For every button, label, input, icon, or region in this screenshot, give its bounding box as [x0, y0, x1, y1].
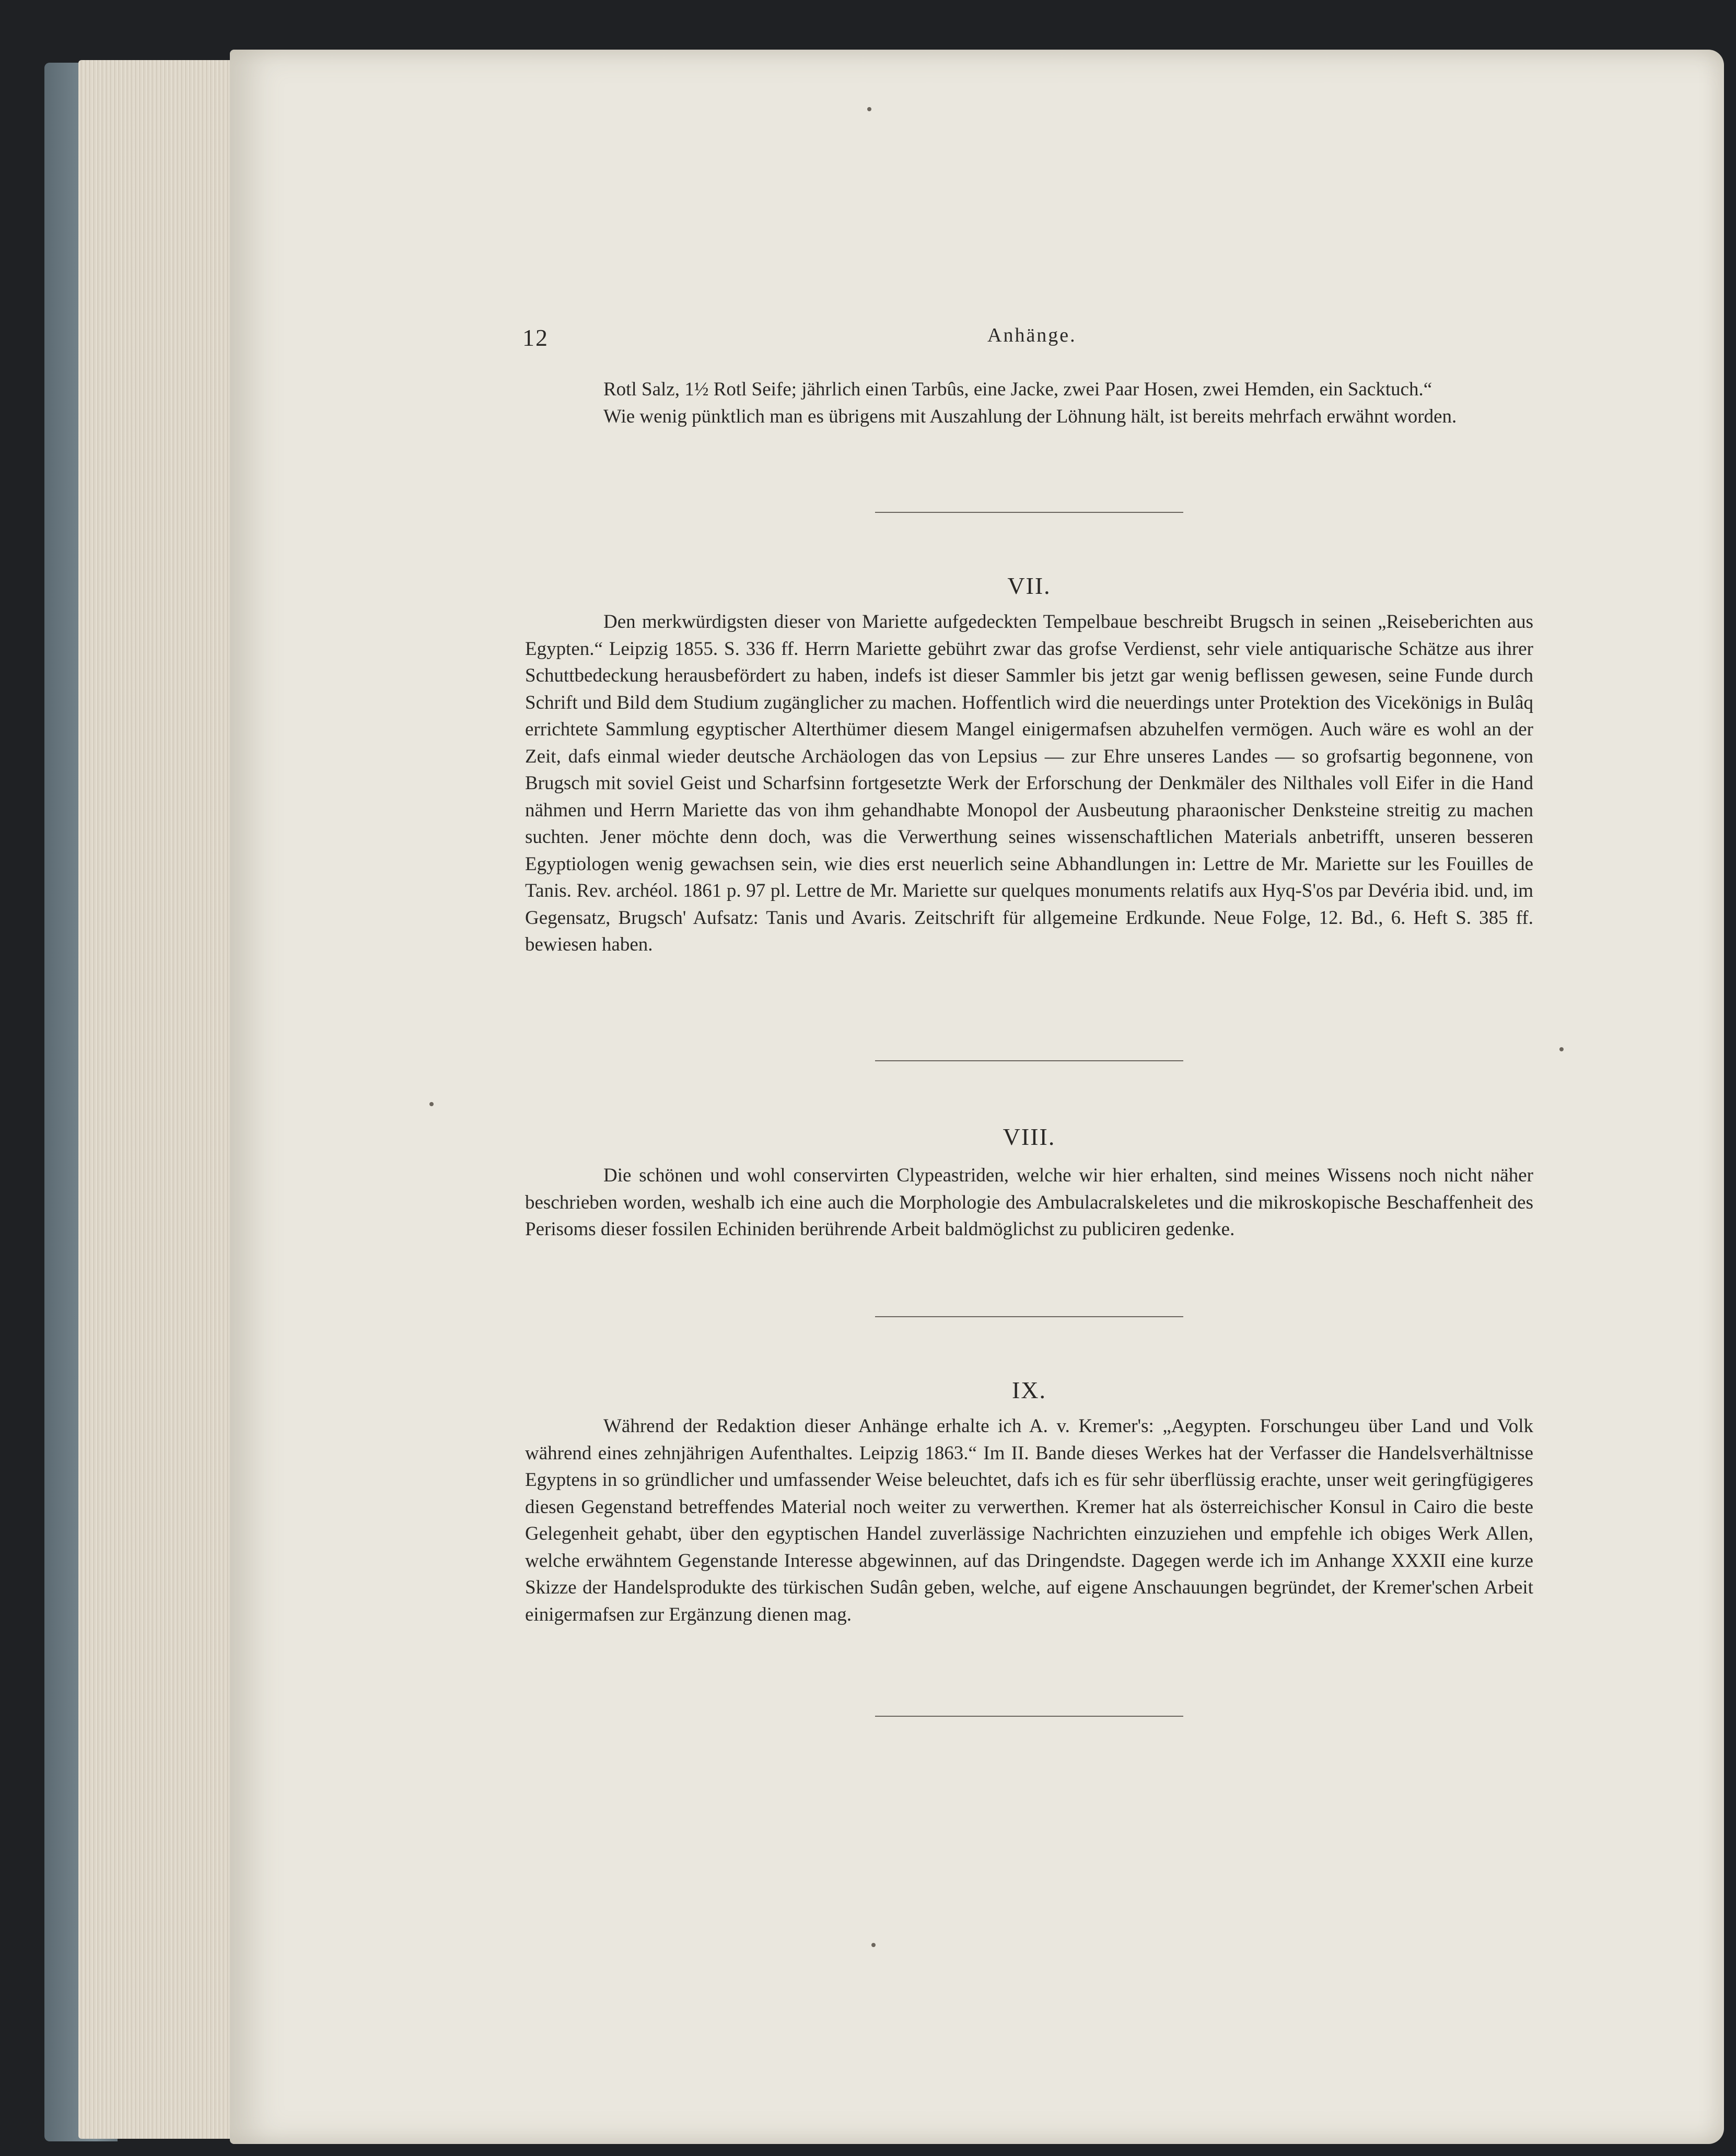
section-heading-ix: IX. [1011, 1377, 1047, 1403]
section-heading-viii: VIII. [1003, 1123, 1056, 1150]
intro-line-2: Wie wenig pünktlich man es übrigens mit Auszahlung der Löhnung hält, ist bereits mehrfach erwähnt worden. [603, 405, 1457, 427]
paper-speck [867, 107, 871, 111]
page-number: 12 [522, 324, 549, 351]
paper-speck [871, 1943, 876, 1947]
section-divider [875, 1716, 1183, 1717]
section-divider [875, 512, 1183, 513]
section-paragraph-viii: Die schönen und wohl conservirten Clypeastriden, welche wir hier erhalten, sind meines Wissens noch nicht näher beschrieben worden, weshalb ich eine auch die Morphologie des Ambulacralskeletes und die mikroskopische Beschaffenheit des Perisoms dieser fossilen Echiniden berührende Arbeit baldmöglichst zu publiciren gedenke. [525, 1165, 1533, 1240]
running-head [522, 324, 1567, 355]
paper-speck [1559, 1047, 1564, 1051]
section-text-ix [525, 1413, 1533, 1628]
section-divider [875, 1060, 1183, 1061]
running-title: Anhänge. [987, 324, 1077, 346]
section-heading-vii: VII. [1007, 572, 1051, 599]
section-paragraph-vii: Den merkwürdigsten dieser von Mariette aufgedeckten Tempelbaue beschreibt Brugsch in seinen „Reiseberichten aus Egypten.“ Leipzig 1855. S. 336 ff. Herrn Mariette gebührt zwar das grofse Verdienst, sehr viele antiquarische Schätze aus ihrer Schuttbedeckung herausbefördert zu haben, indefs ist dieser Sammler bis jetzt gar wenig beflissen gewesen, seine Funde durch Schrift und Bild dem Studium zugänglicher zu machen. Hoffentlich wird die neuerdings unter Protektion des Vicekönigs in Bulâq errichtete Sammlung egyptischer Alterthümer diesem Mangel einigermafsen abzuhelfen vermögen. Auch wäre es wohl an der Zeit, dafs einmal wieder deutsche Archäologen das von Lepsius — zur Ehre unseres Landes — so grofsartig begonnene, von Brugsch mit soviel Geist und Scharfsinn fortgesetzte Werk der Erforschung der Denkmäler des Nilthales voll Eifer in die Hand nähmen und Herrn Mariette das von ihm gehandhabte Monopol der Ausbeutung pharaonischer Denksteine streitig zu machen suchten. Jener möchte denn doch, was die Verwerthung seines wissenschaftlichen Materials anbetrifft, unseren besseren Egyptiologen wenig gewachsen sein, wie dies erst neuerlich seine Abhandlungen in: Lettre de Mr. Mariette sur les Fouilles de Tanis. Rev. archéol. 1861 p. 97 pl. Lettre de Mr. Mariette sur quelques monuments relatifs aux Hyq-S'os par Devéria ibid. und, im Gegensatz, Brugsch' Aufsatz: Tanis und Avaris. Zeitschrift für allgemeine Erdkunde. Neue Folge, 12. Bd., 6. Heft S. 385 ff. bewiesen haben. [525, 611, 1533, 955]
section-divider [875, 1316, 1183, 1317]
section-text-vii [525, 608, 1533, 958]
intro-line-1: Rotl Salz, 1½ Rotl Seife; jährlich einen Tarbûs, eine Jacke, zwei Paar Hosen, zwei Hemden, ein Sacktuch.“ [603, 379, 1432, 400]
book-page [230, 50, 1724, 2144]
paper-speck [429, 1102, 434, 1106]
section-text-viii [525, 1162, 1533, 1243]
section-paragraph-ix: Während der Redaktion dieser Anhänge erhalte ich A. v. Kremer's: „Aegypten. Forschungeu über Land und Volk während eines zehnjährigen Aufenthaltes. Leipzig 1863.“ Im II. Bande dieses Werkes hat der Verfasser die Handelsverhältnisse Egyptens in so gründlicher und umfassender Weise beleuchtet, dafs ich es für sehr überflüssig erachte, unser weit geringfügigeres diesen Gegenstand betreffendes Material noch weiter zu verwerthen. Kremer hat als österreichischer Konsul in Cairo die beste Gelegenheit gehabt, über den egyptischen Handel zuverlässige Nachrichten einzuziehen und empfehle ich obiges Werk Allen, welche erwähntem Gegenstande Interesse abgewinnen, auf das Dringendste. Dagegen werde ich im Anhange XXXII eine kurze Skizze der Handelsprodukte des türkischen Sudân geben, welche, auf eigene Anschauungen begründet, der Kremer'schen Arbeit einigermafsen zur Ergänzung dienen mag. [525, 1415, 1533, 1625]
intro-block [525, 376, 1533, 430]
page-edges [78, 60, 240, 2139]
